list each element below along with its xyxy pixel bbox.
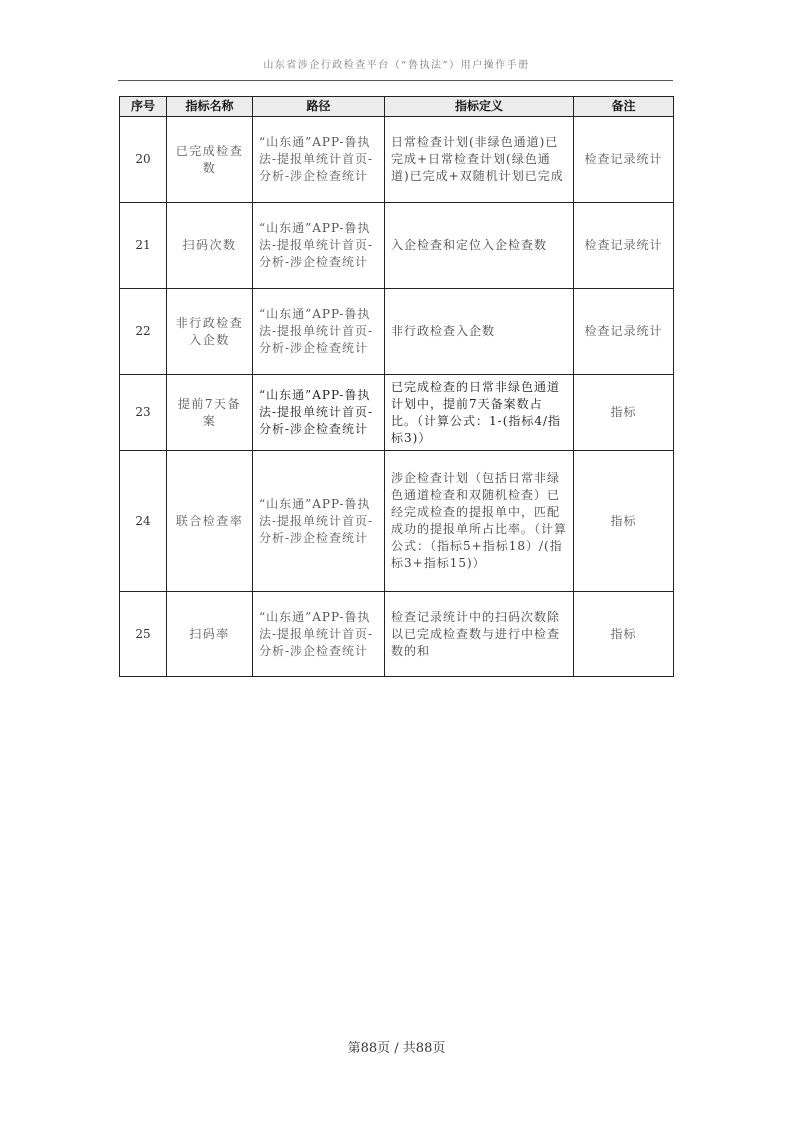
cell-name: 联合检查率	[167, 451, 253, 592]
cell-note: 检查记录统计	[574, 289, 674, 375]
column-header-path: 路径	[253, 97, 385, 117]
indicator-table	[119, 96, 674, 677]
cell-name: 提前7天备案	[167, 375, 253, 451]
cell-number: 23	[120, 375, 167, 451]
cell-definition: 检查记录统计中的扫码次数除以已完成检查数与进行中检查数的和	[385, 592, 574, 677]
cell-definition: 涉企检查计划（包括日常非绿色通道检查和双随机检查）已经完成检查的提报单中，匹配成功的提报单所占比率。（计算公式：（指标5+指标18）/(指标3+指标15)）	[385, 451, 574, 592]
table-row	[120, 289, 674, 375]
cell-name: 已完成检查数	[167, 117, 253, 203]
cell-number: 22	[120, 289, 167, 375]
cell-number: 25	[120, 592, 167, 677]
column-header-definition: 指标定义	[385, 97, 574, 117]
table-row	[120, 203, 674, 289]
table-row	[120, 451, 674, 592]
cell-definition: 日常检查计划(非绿色通道)已完成+日常检查计划(绿色通道)已完成+双随机计划已完成	[385, 117, 574, 203]
page-number: 第88页 / 共88页	[347, 1041, 446, 1056]
column-header-number: 序号	[120, 97, 167, 117]
cell-definition: 入企检查和定位入企检查数	[385, 203, 574, 289]
table-row	[120, 592, 674, 677]
cell-path: “山东通”APP-鲁执法-提报单统计首页-分析-涉企检查统计	[253, 203, 385, 289]
cell-path: “山东通”APP-鲁执法-提报单统计首页-分析-涉企检查统计	[253, 117, 385, 203]
cell-path: “山东通”APP-鲁执法-提报单统计首页-分析-涉企检查统计	[253, 592, 385, 677]
cell-path: “山东通”APP-鲁执法-提报单统计首页-分析-涉企检查统计	[253, 451, 385, 592]
cell-number: 21	[120, 203, 167, 289]
running-header: 山东省涉企行政检查平台（“鲁执法”）用户操作手册	[263, 60, 530, 71]
cell-definition: 已完成检查的日常非绿色通道计划中，提前7天备案数占比。（计算公式：1-(指标4/指标3)）	[385, 375, 574, 451]
cell-number: 24	[120, 451, 167, 592]
column-header-note: 备注	[574, 97, 674, 117]
column-header-name: 指标名称	[167, 97, 253, 117]
cell-name: 扫码率	[167, 592, 253, 677]
cell-note: 指标	[574, 592, 674, 677]
cell-note: 指标	[574, 375, 674, 451]
table-row	[120, 375, 674, 451]
cell-number: 20	[120, 117, 167, 203]
cell-name: 非行政检查入企数	[167, 289, 253, 375]
header-divider	[118, 80, 673, 81]
cell-path: “山东通”APP-鲁执法-提报单统计首页-分析-涉企检查统计	[253, 289, 385, 375]
cell-definition: 非行政检查入企数	[385, 289, 574, 375]
cell-note: 指标	[574, 451, 674, 592]
cell-note: 检查记录统计	[574, 117, 674, 203]
cell-name: 扫码次数	[167, 203, 253, 289]
table-row	[120, 117, 674, 203]
cell-path: “山东通”APP-鲁执法-提报单统计首页-分析-涉企检查统计	[253, 375, 385, 451]
cell-note: 检查记录统计	[574, 203, 674, 289]
table-header-row	[120, 97, 674, 117]
